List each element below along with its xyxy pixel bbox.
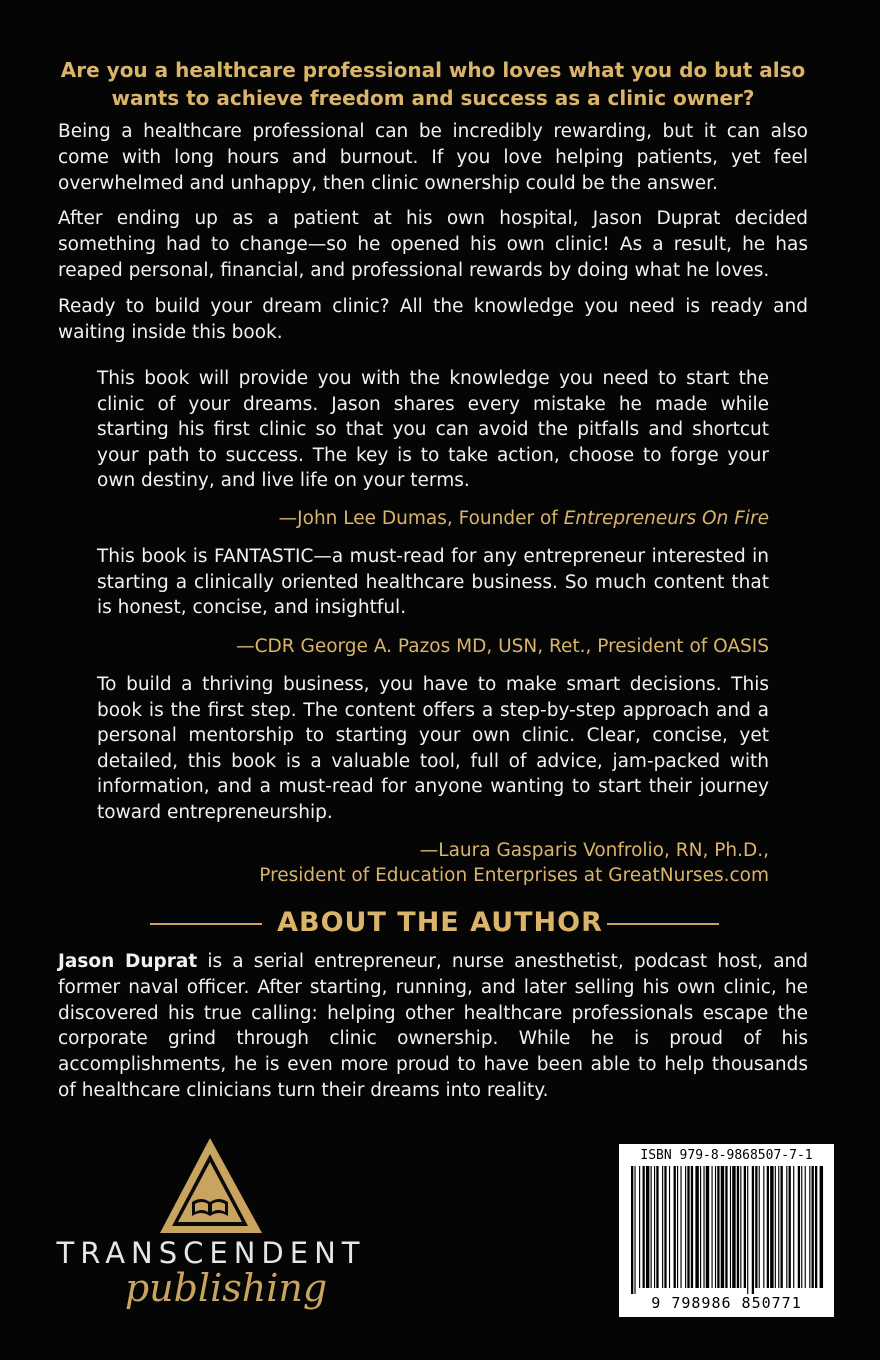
author-name: Jason Duprat bbox=[58, 951, 198, 972]
publisher-script: publishing bbox=[124, 1266, 328, 1310]
barcode-bar bbox=[664, 1166, 666, 1288]
barcode-bar bbox=[820, 1166, 823, 1288]
isbn-barcode bbox=[619, 1144, 834, 1317]
barcode-bar bbox=[798, 1166, 800, 1288]
intro-paragraph-3: Ready to build your dream clinic? All the knowledge you need is ready and waiting inside this book. bbox=[58, 296, 808, 343]
publisher-name: TRANSCENDENT bbox=[56, 1236, 366, 1270]
barcode-bar bbox=[744, 1166, 746, 1288]
barcode-bar bbox=[669, 1166, 670, 1288]
testimonial-2-text: This book is FANTASTIC—a must-read for any entrepreneur interested in starting a clinically oriented healthcare business. So much content that is honest, concise, and insightful. bbox=[97, 546, 769, 618]
barcode-bar bbox=[634, 1166, 635, 1294]
barcode-bar bbox=[654, 1166, 655, 1288]
testimonial-1-attribution-name: —John Lee Dumas, Founder of bbox=[278, 508, 564, 529]
about-author-header bbox=[0, 905, 880, 945]
testimonial-3-text: To build a thriving business, you have to make smart decisions. This book is the first step. The content offers a step-by-step approach and a personal mentorship to starting your own clinic. Clear, concise, yet detailed, this book is a valuable tool, full of advice, jam-packed with information, and a must-read for anyone wanting to start their journey toward entrepreneurship. bbox=[97, 674, 769, 823]
barcode-bars bbox=[629, 1166, 824, 1294]
barcode-bar bbox=[706, 1166, 709, 1288]
barcode-bar bbox=[786, 1166, 787, 1288]
barcode-bar bbox=[691, 1166, 693, 1288]
publisher-triangle-book-icon bbox=[56, 1136, 366, 1236]
author-bio-text: is a serial entrepreneur, nurse anesthetist, podcast host, and former naval officer. After starting, running, and later selling his own clinic, he discovered his true calling: helping other healthcare professionals escape the corporate grind through clinic ownership. While he is proud of his accomplishments, he is even more proud to have been able to help thousands of healthcare clinicians turn their dreams into reality. bbox=[58, 951, 809, 1101]
barcode-bar bbox=[763, 1166, 764, 1288]
barcode-bar bbox=[703, 1166, 704, 1288]
barcode-bar bbox=[695, 1166, 698, 1288]
barcode-bar bbox=[740, 1166, 741, 1288]
barcode-bar bbox=[643, 1166, 645, 1288]
barcode-bar bbox=[767, 1166, 769, 1288]
headline bbox=[58, 56, 808, 112]
headline-line-1: Are you a healthcare professional who loves what you do but also bbox=[60, 58, 806, 82]
barcode-bar bbox=[737, 1166, 739, 1288]
barcode-bar bbox=[752, 1166, 754, 1294]
barcode-bar bbox=[685, 1166, 686, 1288]
barcode-bar bbox=[732, 1166, 735, 1288]
testimonial-1-attribution-publication: Entrepreneurs On Fire bbox=[563, 508, 769, 529]
barcode-bar bbox=[809, 1166, 810, 1288]
about-author-title: ABOUT THE AUTHOR bbox=[277, 907, 603, 938]
barcode-bar bbox=[781, 1166, 783, 1288]
barcode-bar bbox=[687, 1166, 689, 1288]
barcode-bar bbox=[721, 1166, 724, 1288]
barcode-bar bbox=[778, 1166, 779, 1288]
testimonial-1-text: This book will provide you with the knowledge you need to start the clinic of your dreams. Jason shares every mistake he made while starting his first clinic so that you can avoid the pitfalls and shortcut your path to success. The key is to take action, choose to forge your own destiny, and live life on your terms. bbox=[97, 368, 769, 491]
barcode-bar bbox=[793, 1166, 794, 1288]
intro-paragraph-1: Being a healthcare professional can be incredibly rewarding, but it can also come with long hours and burnout. If you love helping patients, yet feel overwhelmed and unhappy, then clinic ownership could be the answer. bbox=[58, 121, 808, 194]
intro-paragraph-2: After ending up as a patient at his own hospital, Jason Duprat decided something had to change—so he opened his own clinic! As a result, he has reaped personal, financial, and professional rewards by doing what he loves. bbox=[58, 208, 808, 281]
author-bio bbox=[58, 949, 808, 1104]
about-divider-right bbox=[607, 923, 719, 925]
barcode-bar bbox=[730, 1166, 731, 1288]
barcode-bar bbox=[677, 1166, 678, 1288]
barcode-bar bbox=[812, 1166, 814, 1288]
barcode-bar bbox=[646, 1166, 649, 1288]
testimonial-1-attribution bbox=[97, 506, 769, 531]
barcode-bar bbox=[815, 1166, 817, 1288]
barcode-bar bbox=[631, 1166, 633, 1294]
barcode-number: 9 798986 850771 bbox=[651, 1294, 802, 1312]
barcode-bar bbox=[789, 1166, 791, 1288]
isbn-label: ISBN 979-8-9868507-7-1 bbox=[640, 1148, 813, 1163]
barcode-bar bbox=[715, 1166, 716, 1288]
barcode-bar bbox=[805, 1166, 806, 1288]
barcode-bar bbox=[662, 1166, 663, 1288]
barcode-bar bbox=[770, 1166, 773, 1288]
barcode-bar bbox=[747, 1166, 748, 1294]
barcode-bar bbox=[680, 1166, 681, 1288]
barcode-bar bbox=[759, 1166, 760, 1288]
testimonial-2-attribution: —CDR George A. Pazos MD, USN, Ret., President of OASIS bbox=[236, 636, 769, 657]
headline-line-2: wants to achieve freedom and success as a clinic owner? bbox=[111, 86, 755, 110]
barcode-bar bbox=[717, 1166, 719, 1288]
publisher-logo bbox=[56, 1136, 366, 1336]
barcode-bar bbox=[712, 1166, 713, 1288]
barcode-bar bbox=[775, 1166, 776, 1288]
barcode-bar bbox=[755, 1166, 757, 1288]
barcode-bar bbox=[725, 1166, 727, 1288]
barcode-bar bbox=[674, 1166, 676, 1288]
testimonial-3-attribution-line-2: President of Education Enterprises at GreatNurses.com bbox=[259, 865, 769, 886]
testimonial-3-attribution bbox=[97, 838, 769, 888]
testimonial-3-attribution-line-1: —Laura Gasparis Vonfrolio, RN, Ph.D., bbox=[419, 840, 769, 861]
barcode-bar bbox=[639, 1166, 640, 1288]
barcode-bar bbox=[656, 1166, 658, 1288]
barcode-bar bbox=[700, 1166, 701, 1288]
barcode-bar bbox=[651, 1166, 652, 1288]
barcode-bar bbox=[801, 1166, 802, 1288]
